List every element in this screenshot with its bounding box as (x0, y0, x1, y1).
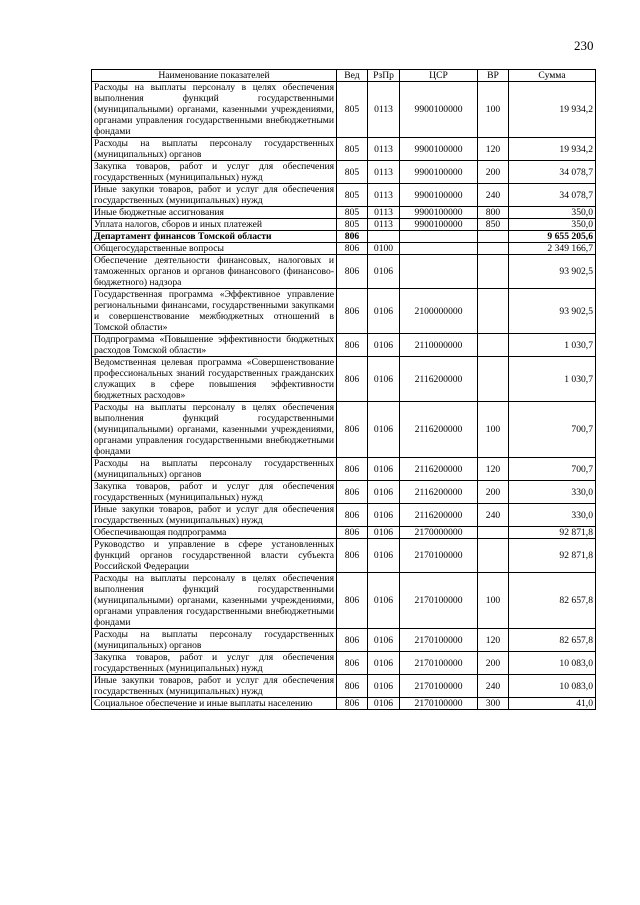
table-row (92, 184, 596, 207)
row-vr-cell: 850 (478, 219, 509, 231)
row-vr-cell: 100 (478, 402, 509, 458)
row-csr-cell: 2116200000 (400, 402, 478, 458)
row-sum-cell: 2 349 166,7 (509, 243, 596, 255)
row-name-cell: Департамент финансов Томской области (92, 231, 337, 243)
row-rzpr-cell: 0106 (368, 539, 400, 573)
row-csr-cell: 2110000000 (400, 334, 478, 357)
row-ved-cell: 806 (337, 458, 368, 481)
table-row (92, 458, 596, 481)
row-csr-cell: 9900100000 (400, 82, 478, 138)
budget-table (91, 69, 596, 710)
row-sum-cell: 700,7 (509, 458, 596, 481)
table-row (92, 219, 596, 231)
row-vr-cell (478, 243, 509, 255)
row-vr-cell (478, 231, 509, 243)
column-header-csr: ЦСР (400, 70, 478, 82)
row-sum-cell: 9 655 205,6 (509, 231, 596, 243)
row-name-cell: Государственная программа «Эффективное управление региональными финансами, государственными закупками и совершенствование межбюджетных отношений в Томской области» (92, 289, 337, 334)
page-number: 230 (574, 38, 594, 53)
row-name-cell: Социальное обеспечение и иные выплаты населению (92, 698, 337, 710)
row-name-cell: Расходы на выплаты персоналу государственных (муниципальных) органов (92, 138, 337, 161)
table-row (92, 255, 596, 289)
row-ved-cell: 805 (337, 161, 368, 184)
row-vr-cell: 200 (478, 481, 509, 504)
row-csr-cell: 2170100000 (400, 539, 478, 573)
table-row (92, 539, 596, 573)
row-name-cell: Расходы на выплаты персоналу в целях обеспечения выполнения функций государственными (муниципальными) органами, казенными учреждениями, органами управления государственными внебюджетными фондами (92, 82, 337, 138)
row-rzpr-cell: 0106 (368, 334, 400, 357)
row-sum-cell: 1 030,7 (509, 334, 596, 357)
row-sum-cell: 10 083,0 (509, 675, 596, 698)
row-csr-cell: 2170100000 (400, 698, 478, 710)
row-name-cell: Иные закупки товаров, работ и услуг для обеспечения государственных (муниципальных) нужд (92, 184, 337, 207)
row-vr-cell (478, 539, 509, 573)
row-name-cell: Обеспечивающая подпрограмма (92, 527, 337, 539)
table-row (92, 207, 596, 219)
row-vr-cell: 240 (478, 504, 509, 527)
row-sum-cell: 700,7 (509, 402, 596, 458)
row-rzpr-cell: 0106 (368, 289, 400, 334)
row-rzpr-cell: 0106 (368, 629, 400, 652)
table-row (92, 527, 596, 539)
row-name-cell: Закупка товаров, работ и услуг для обеспечения государственных (муниципальных) нужд (92, 481, 337, 504)
row-vr-cell: 200 (478, 652, 509, 675)
row-csr-cell: 9900100000 (400, 138, 478, 161)
row-name-cell: Уплата налогов, сборов и иных платежей (92, 219, 337, 231)
table-header-row (92, 70, 596, 82)
row-ved-cell: 805 (337, 138, 368, 161)
table-body (92, 82, 596, 710)
row-name-cell: Расходы на выплаты персоналу государственных (муниципальных) органов (92, 629, 337, 652)
row-ved-cell: 806 (337, 289, 368, 334)
row-sum-cell: 10 083,0 (509, 652, 596, 675)
row-sum-cell: 41,0 (509, 698, 596, 710)
row-ved-cell: 806 (337, 255, 368, 289)
table-row (92, 402, 596, 458)
row-csr-cell: 2100000000 (400, 289, 478, 334)
table-row (92, 334, 596, 357)
row-rzpr-cell: 0106 (368, 698, 400, 710)
row-rzpr-cell: 0106 (368, 481, 400, 504)
row-csr-cell: 2170100000 (400, 652, 478, 675)
row-vr-cell: 120 (478, 629, 509, 652)
row-sum-cell: 1 030,7 (509, 357, 596, 402)
row-ved-cell: 806 (337, 231, 368, 243)
row-sum-cell: 34 078,7 (509, 161, 596, 184)
row-vr-cell (478, 255, 509, 289)
row-ved-cell: 806 (337, 629, 368, 652)
row-name-cell: Закупка товаров, работ и услуг для обеспечения государственных (муниципальных) нужд (92, 161, 337, 184)
row-ved-cell: 806 (337, 573, 368, 629)
row-rzpr-cell: 0106 (368, 652, 400, 675)
table-row (92, 629, 596, 652)
row-csr-cell: 9900100000 (400, 161, 478, 184)
row-ved-cell: 806 (337, 402, 368, 458)
row-ved-cell: 806 (337, 334, 368, 357)
row-name-cell: Иные бюджетные ассигнования (92, 207, 337, 219)
row-vr-cell: 800 (478, 207, 509, 219)
row-vr-cell: 120 (478, 458, 509, 481)
row-sum-cell: 350,0 (509, 207, 596, 219)
table-row (92, 504, 596, 527)
row-sum-cell: 350,0 (509, 219, 596, 231)
row-csr-cell (400, 231, 478, 243)
row-ved-cell: 805 (337, 184, 368, 207)
row-rzpr-cell: 0106 (368, 402, 400, 458)
row-name-cell: Расходы на выплаты персоналу в целях обеспечения выполнения функций государственными (муниципальными) органами, казенными учреждениями, органами управления государственными внебюджетными фондами (92, 402, 337, 458)
row-vr-cell: 200 (478, 161, 509, 184)
row-vr-cell: 100 (478, 82, 509, 138)
row-csr-cell: 2170000000 (400, 527, 478, 539)
table-row (92, 698, 596, 710)
row-sum-cell: 82 657,8 (509, 573, 596, 629)
row-csr-cell: 2116200000 (400, 458, 478, 481)
row-csr-cell: 2116200000 (400, 481, 478, 504)
row-vr-cell: 240 (478, 184, 509, 207)
row-sum-cell: 93 902,5 (509, 289, 596, 334)
row-rzpr-cell: 0113 (368, 138, 400, 161)
row-sum-cell: 19 934,2 (509, 138, 596, 161)
row-vr-cell (478, 289, 509, 334)
row-sum-cell: 330,0 (509, 481, 596, 504)
row-ved-cell: 806 (337, 357, 368, 402)
row-rzpr-cell: 0106 (368, 573, 400, 629)
row-csr-cell: 2170100000 (400, 629, 478, 652)
row-ved-cell: 806 (337, 527, 368, 539)
row-rzpr-cell: 0113 (368, 161, 400, 184)
row-rzpr-cell: 0113 (368, 184, 400, 207)
row-name-cell: Иные закупки товаров, работ и услуг для обеспечения государственных (муниципальных) нужд (92, 504, 337, 527)
column-header-ved: Вед (337, 70, 368, 82)
row-rzpr-cell: 0100 (368, 243, 400, 255)
row-name-cell: Руководство и управление в сфере установленных функций органов государственной власти субъекта Российской Федерации (92, 539, 337, 573)
row-csr-cell: 2170100000 (400, 573, 478, 629)
row-rzpr-cell: 0113 (368, 219, 400, 231)
row-name-cell: Обеспечение деятельности финансовых, налоговых и таможенных органов и органов финансового (финансово-бюджетного) надзора (92, 255, 337, 289)
row-rzpr-cell: 0106 (368, 504, 400, 527)
table-row (92, 243, 596, 255)
row-ved-cell: 806 (337, 675, 368, 698)
row-sum-cell: 92 871,8 (509, 527, 596, 539)
row-csr-cell: 2170100000 (400, 675, 478, 698)
row-vr-cell: 240 (478, 675, 509, 698)
row-ved-cell: 805 (337, 82, 368, 138)
row-rzpr-cell: 0113 (368, 82, 400, 138)
row-ved-cell: 805 (337, 219, 368, 231)
row-csr-cell (400, 255, 478, 289)
row-vr-cell: 120 (478, 138, 509, 161)
row-ved-cell: 806 (337, 698, 368, 710)
row-csr-cell: 9900100000 (400, 219, 478, 231)
row-name-cell: Расходы на выплаты персоналу в целях обеспечения выполнения функций государственными (муниципальными) органами, казенными учреждениями, органами управления государственными внебюджетными фондами (92, 573, 337, 629)
row-rzpr-cell: 0106 (368, 458, 400, 481)
row-vr-cell (478, 334, 509, 357)
row-sum-cell: 93 902,5 (509, 255, 596, 289)
row-name-cell: Подпрограмма «Повышение эффективности бюджетных расходов Томской области» (92, 334, 337, 357)
row-name-cell: Расходы на выплаты персоналу государственных (муниципальных) органов (92, 458, 337, 481)
table-row (92, 357, 596, 402)
row-rzpr-cell: 0113 (368, 207, 400, 219)
row-csr-cell (400, 243, 478, 255)
column-header-name: Наименование показателей (92, 70, 337, 82)
table-row (92, 161, 596, 184)
row-sum-cell: 34 078,7 (509, 184, 596, 207)
row-rzpr-cell: 0106 (368, 527, 400, 539)
row-name-cell: Иные закупки товаров, работ и услуг для обеспечения государственных (муниципальных) нужд (92, 675, 337, 698)
table-row (92, 573, 596, 629)
table-row (92, 82, 596, 138)
table-row (92, 138, 596, 161)
row-csr-cell: 2116200000 (400, 504, 478, 527)
row-name-cell: Закупка товаров, работ и услуг для обеспечения государственных (муниципальных) нужд (92, 652, 337, 675)
row-csr-cell: 9900100000 (400, 184, 478, 207)
row-rzpr-cell: 0106 (368, 357, 400, 402)
column-header-rzpr: РзПр (368, 70, 400, 82)
row-csr-cell: 2116200000 (400, 357, 478, 402)
table-row (92, 481, 596, 504)
row-name-cell: Общегосударственные вопросы (92, 243, 337, 255)
column-header-vr: ВР (478, 70, 509, 82)
row-ved-cell: 805 (337, 207, 368, 219)
row-vr-cell (478, 357, 509, 402)
table-row (92, 675, 596, 698)
row-rzpr-cell: 0106 (368, 255, 400, 289)
row-rzpr-cell (368, 231, 400, 243)
row-rzpr-cell: 0106 (368, 675, 400, 698)
row-sum-cell: 19 934,2 (509, 82, 596, 138)
row-sum-cell: 82 657,8 (509, 629, 596, 652)
row-vr-cell: 300 (478, 698, 509, 710)
row-csr-cell: 9900100000 (400, 207, 478, 219)
column-header-sum: Сумма (509, 70, 596, 82)
row-ved-cell: 806 (337, 481, 368, 504)
row-sum-cell: 330,0 (509, 504, 596, 527)
row-vr-cell (478, 527, 509, 539)
table-row (92, 652, 596, 675)
row-name-cell: Ведомственная целевая программа «Совершенствование профессиональных знаний государственных гражданских служащих в сфере повышения эффективности бюджетных расходов» (92, 357, 337, 402)
row-ved-cell: 806 (337, 539, 368, 573)
table-row (92, 289, 596, 334)
row-sum-cell: 92 871,8 (509, 539, 596, 573)
row-ved-cell: 806 (337, 504, 368, 527)
row-vr-cell: 100 (478, 573, 509, 629)
table-row (92, 231, 596, 243)
row-ved-cell: 806 (337, 652, 368, 675)
row-ved-cell: 806 (337, 243, 368, 255)
